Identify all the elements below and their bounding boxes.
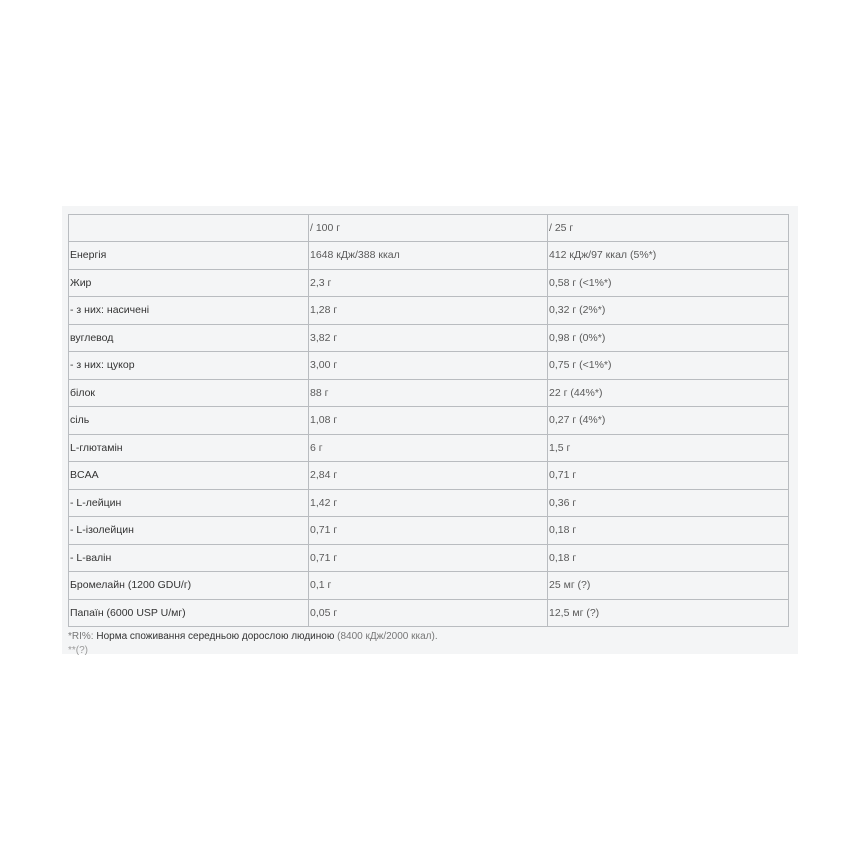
value-per-25g: 0,36 г bbox=[548, 489, 789, 517]
value-per-100g: 0,05 г bbox=[309, 599, 548, 627]
value-per-25g: 0,18 г bbox=[548, 544, 789, 572]
nutrient-name: - з них: цукор bbox=[69, 352, 309, 380]
table-row bbox=[69, 324, 789, 352]
nutrient-name: L-глютамін bbox=[69, 434, 309, 462]
nutrient-name: - з них: насичені bbox=[69, 297, 309, 325]
table-row bbox=[69, 462, 789, 490]
nutrient-name: - L-ізолейцин bbox=[69, 517, 309, 545]
value-per-100g: 0,71 г bbox=[309, 544, 548, 572]
ri-footnote bbox=[68, 631, 438, 642]
nutrition-panel bbox=[62, 206, 798, 654]
table-header-row bbox=[69, 215, 789, 242]
value-per-100g: 88 г bbox=[309, 379, 548, 407]
value-per-25g: 412 кДж/97 ккал (5%*) bbox=[548, 242, 789, 270]
footnote-cut-text: **(?) bbox=[68, 645, 89, 656]
nutrient-name: - L-лейцин bbox=[69, 489, 309, 517]
table-row bbox=[69, 242, 789, 270]
header-cell-name bbox=[69, 215, 309, 242]
value-per-100g: 1,42 г bbox=[309, 489, 548, 517]
value-per-25g: 0,58 г (<1%*) bbox=[548, 269, 789, 297]
nutrient-name: білок bbox=[69, 379, 309, 407]
nutrient-name: BCAA bbox=[69, 462, 309, 490]
nutrient-name: Енергія bbox=[69, 242, 309, 270]
value-per-100g: 0,1 г bbox=[309, 572, 548, 600]
value-per-100g: 1,28 г bbox=[309, 297, 548, 325]
value-per-100g: 2,3 г bbox=[309, 269, 548, 297]
value-per-25g: 0,71 г bbox=[548, 462, 789, 490]
value-per-100g: 1648 кДж/388 ккал bbox=[309, 242, 548, 270]
value-per-100g: 2,84 г bbox=[309, 462, 548, 490]
table-row bbox=[69, 297, 789, 325]
nutrient-name: - L-валін bbox=[69, 544, 309, 572]
value-per-25g: 22 г (44%*) bbox=[548, 379, 789, 407]
value-per-25g: 0,27 г (4%*) bbox=[548, 407, 789, 435]
footnote-suffix: (8400 кДж/2000 ккал). bbox=[334, 631, 438, 642]
nutrient-name: Бромелайн (1200 GDU/г) bbox=[69, 572, 309, 600]
value-per-25g: 0,75 г (<1%*) bbox=[548, 352, 789, 380]
footnote-prefix: *RI%: bbox=[68, 631, 97, 642]
nutrient-name: Папаїн (6000 USP U/мг) bbox=[69, 599, 309, 627]
value-per-25g: 12,5 мг (?) bbox=[548, 599, 789, 627]
nutrient-name: сіль bbox=[69, 407, 309, 435]
table-row bbox=[69, 599, 789, 627]
table-row bbox=[69, 379, 789, 407]
nutrient-name: вуглевод bbox=[69, 324, 309, 352]
value-per-100g: 3,82 г bbox=[309, 324, 548, 352]
table-row bbox=[69, 352, 789, 380]
footnote-cut-line bbox=[68, 645, 108, 656]
table-row bbox=[69, 517, 789, 545]
header-cell-per-25g: / 25 г bbox=[548, 215, 789, 242]
table-row bbox=[69, 572, 789, 600]
value-per-25g: 0,98 г (0%*) bbox=[548, 324, 789, 352]
value-per-100g: 3,00 г bbox=[309, 352, 548, 380]
nutrition-table bbox=[68, 214, 789, 627]
table-row bbox=[69, 407, 789, 435]
value-per-100g: 1,08 г bbox=[309, 407, 548, 435]
footnote-main: Норма споживання середньою дорослою людиною bbox=[96, 631, 335, 642]
value-per-25g: 25 мг (?) bbox=[548, 572, 789, 600]
table-row bbox=[69, 489, 789, 517]
value-per-25g: 0,32 г (2%*) bbox=[548, 297, 789, 325]
table-row bbox=[69, 544, 789, 572]
value-per-25g: 1,5 г bbox=[548, 434, 789, 462]
table-row bbox=[69, 269, 789, 297]
value-per-100g: 0,71 г bbox=[309, 517, 548, 545]
nutrient-name: Жир bbox=[69, 269, 309, 297]
value-per-25g: 0,18 г bbox=[548, 517, 789, 545]
header-cell-per-100g: / 100 г bbox=[309, 215, 548, 242]
value-per-100g: 6 г bbox=[309, 434, 548, 462]
table-row bbox=[69, 434, 789, 462]
